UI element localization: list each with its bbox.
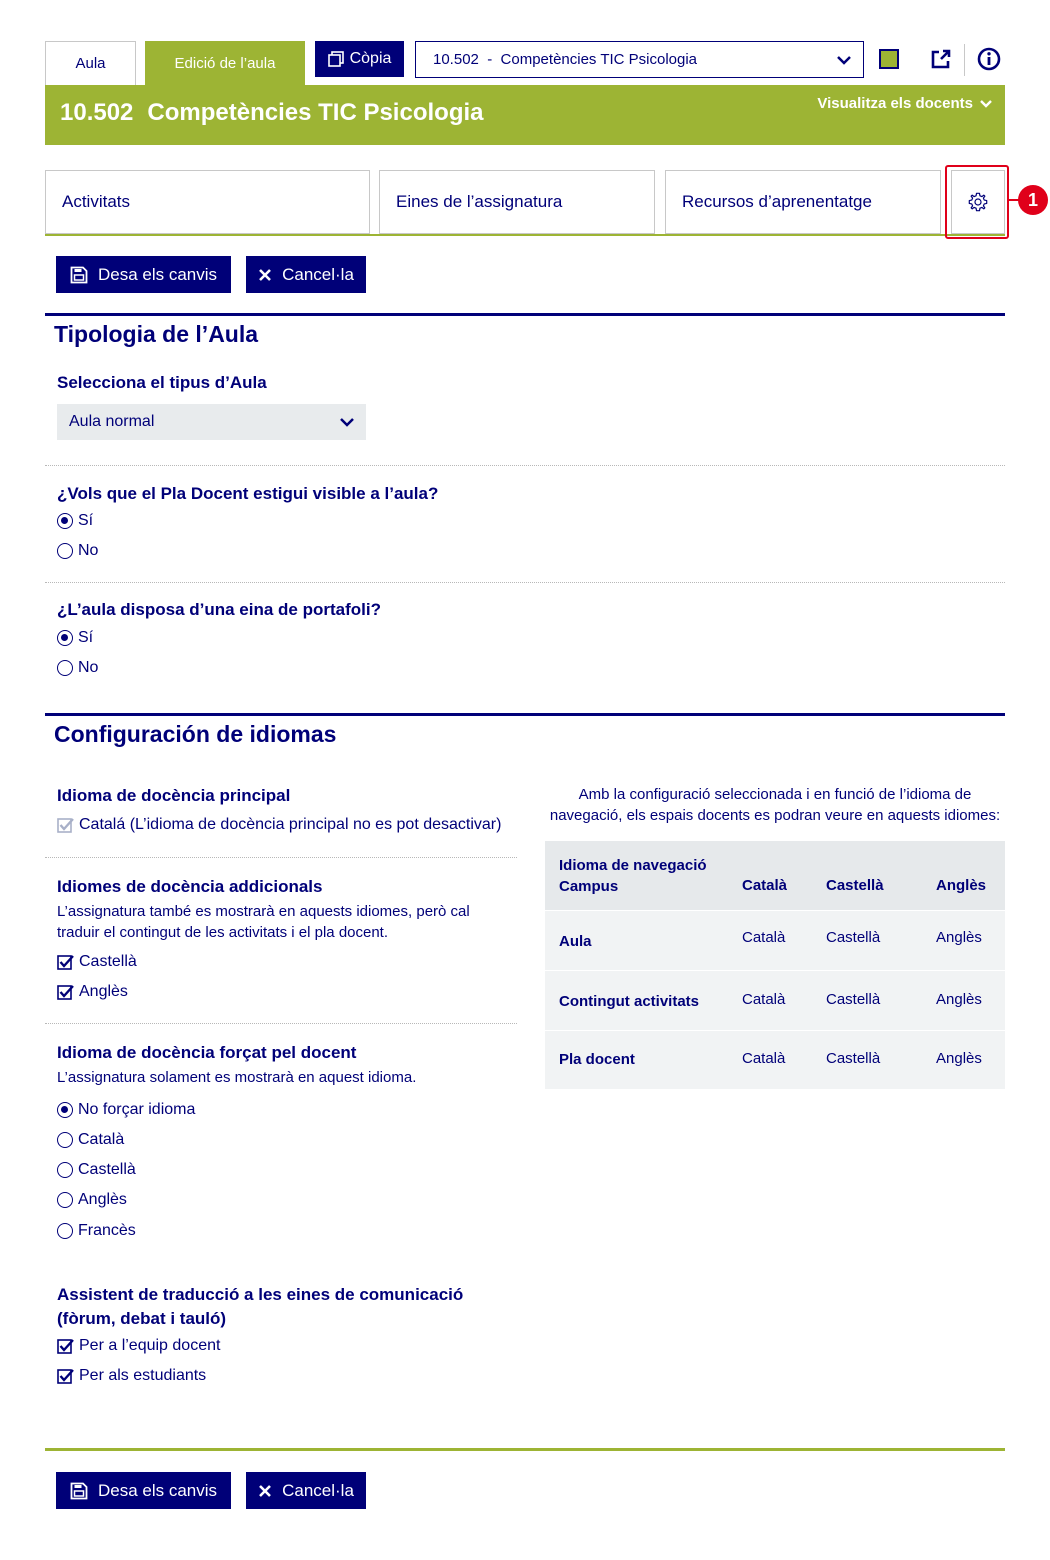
chevron-down-icon bbox=[835, 51, 853, 69]
aula-type-label: Selecciona el tipus d’Aula bbox=[57, 373, 267, 392]
option-label: No bbox=[78, 659, 99, 676]
table-cell: Anglès bbox=[936, 929, 982, 946]
tab-recursos[interactable] bbox=[665, 170, 941, 234]
table-cell: Castellà bbox=[826, 991, 881, 1008]
assistent-docent[interactable] bbox=[57, 1337, 220, 1355]
radio-unchecked[interactable] bbox=[57, 660, 73, 676]
checkbox-checked-icon[interactable] bbox=[57, 1338, 74, 1355]
radio-unchecked[interactable] bbox=[57, 1192, 73, 1208]
table-cell: Català bbox=[742, 991, 786, 1008]
table-cell: Castellà bbox=[826, 929, 881, 946]
save-label: Desa els canvis bbox=[97, 264, 218, 284]
table-header-label: Idioma de navegació Campus bbox=[559, 857, 707, 895]
color-swatch[interactable] bbox=[879, 49, 899, 69]
tab-aula[interactable]: Aula bbox=[45, 41, 136, 85]
checkbox-disabled-icon bbox=[57, 817, 74, 834]
addicionals-desc: L’assignatura també es mostrarà en aquests idiomes, però cal traduir el contingut de les activitats i el pla docent. bbox=[57, 903, 470, 941]
checkbox-checked-icon[interactable] bbox=[57, 984, 74, 1001]
languages-table bbox=[545, 841, 1005, 1089]
save-label: Desa els canvis bbox=[97, 1480, 218, 1500]
assistent-estudiants[interactable] bbox=[57, 1367, 206, 1385]
aula-type-value: Aula normal bbox=[69, 413, 155, 430]
option-label: Sí bbox=[78, 512, 94, 529]
option-label: Anglès bbox=[79, 983, 128, 1000]
divider bbox=[45, 582, 1005, 583]
close-icon bbox=[258, 1484, 272, 1498]
principal-option bbox=[57, 816, 501, 834]
table-header bbox=[545, 841, 1005, 911]
table-row bbox=[545, 1031, 1005, 1089]
forcat-castella[interactable] bbox=[57, 1161, 136, 1179]
cancel-button[interactable] bbox=[246, 256, 366, 293]
row-label: Pla docent bbox=[559, 1051, 635, 1068]
pla-visible-question: ¿Vols que el Pla Docent estigui visible a l’aula? bbox=[57, 484, 439, 503]
save-icon bbox=[70, 1482, 88, 1500]
chevron-down-icon bbox=[337, 412, 357, 432]
portafoli-no[interactable] bbox=[57, 659, 98, 677]
show-teachers-link[interactable] bbox=[817, 95, 993, 112]
footer-rule bbox=[45, 1448, 1005, 1451]
forcat-none[interactable] bbox=[57, 1101, 195, 1119]
idiomes-title: Configuración de idiomas bbox=[54, 721, 337, 747]
radio-unchecked[interactable] bbox=[57, 1162, 73, 1178]
forcat-title: Idioma de docència forçat pel docent bbox=[57, 1043, 357, 1062]
page-title bbox=[60, 99, 484, 127]
table-col-header: Anglès bbox=[936, 877, 987, 894]
principal-label: Catalá (L’idioma de docència principal no es pot desactivar) bbox=[79, 816, 502, 833]
addicional-angles[interactable] bbox=[57, 983, 128, 1001]
course-code: 10.502 bbox=[60, 99, 134, 126]
save-button-bottom[interactable] bbox=[56, 1472, 231, 1509]
table-row bbox=[545, 971, 1005, 1031]
aula-type-select[interactable] bbox=[57, 404, 366, 440]
pla-visible-no[interactable] bbox=[57, 542, 98, 560]
addicionals-title: Idiomes de docència addicionals bbox=[57, 877, 323, 896]
copy-icon bbox=[328, 51, 344, 67]
callout-badge: 1 bbox=[1018, 185, 1048, 215]
tab-eines[interactable] bbox=[379, 170, 655, 234]
radio-unchecked[interactable] bbox=[57, 543, 73, 559]
table-cell: Anglès bbox=[936, 1050, 982, 1067]
tab-activitats-label: Activitats bbox=[62, 192, 131, 211]
table-cell: Anglès bbox=[936, 991, 982, 1008]
settings-highlight bbox=[945, 165, 1009, 239]
portafoli-yes[interactable] bbox=[57, 629, 93, 647]
checkbox-checked-icon[interactable] bbox=[57, 954, 74, 971]
table-cell: Castellà bbox=[826, 1050, 881, 1067]
option-label: Francès bbox=[78, 1222, 136, 1239]
course-header bbox=[45, 85, 1005, 145]
course-title: Competències TIC Psicologia bbox=[147, 99, 484, 126]
divider bbox=[45, 1023, 517, 1024]
info-icon[interactable] bbox=[977, 47, 1001, 71]
table-col-header: Català bbox=[742, 877, 788, 894]
copy-label: Còpia bbox=[349, 50, 392, 67]
table-row bbox=[545, 911, 1005, 971]
table-col-header: Castellà bbox=[826, 877, 884, 894]
cancel-label: Cancel·la bbox=[282, 1480, 354, 1500]
cancel-label: Cancel·la bbox=[282, 264, 354, 284]
principal-title: Idioma de docència principal bbox=[57, 786, 291, 805]
forcat-catala[interactable] bbox=[57, 1131, 124, 1149]
save-icon bbox=[70, 266, 88, 284]
option-label: No bbox=[78, 542, 99, 559]
radio-checked[interactable] bbox=[57, 630, 73, 646]
option-label: No forçar idioma bbox=[78, 1101, 196, 1118]
section-rule bbox=[45, 713, 1005, 716]
pla-visible-yes[interactable] bbox=[57, 512, 93, 530]
portafoli-question: ¿L’aula disposa d’una eina de portafoli? bbox=[57, 600, 381, 619]
divider bbox=[964, 44, 965, 76]
option-label: Per als estudiants bbox=[79, 1367, 207, 1384]
close-icon bbox=[258, 268, 272, 282]
radio-unchecked[interactable] bbox=[57, 1223, 73, 1239]
chevron-down-icon bbox=[979, 97, 993, 111]
tab-recursos-label: Recursos d’aprenentatge bbox=[682, 192, 872, 211]
tipologia-title: Tipologia de l’Aula bbox=[54, 321, 259, 347]
radio-checked[interactable] bbox=[57, 513, 73, 529]
course-select[interactable] bbox=[415, 41, 864, 78]
table-cell: Català bbox=[742, 929, 786, 946]
course-select-value: 10.502 - Competències TIC Psicologia bbox=[433, 51, 698, 68]
copy-button[interactable] bbox=[315, 41, 404, 77]
forcat-desc: L’assignatura solament es mostrarà en aquest idioma. bbox=[57, 1069, 417, 1086]
languages-info: Amb la configuració seleccionada i en funció de l’idioma de navegació, els espais docents es podran veure en aquests idiomes: bbox=[549, 786, 1001, 824]
tab-eines-label: Eines de l’assignatura bbox=[396, 192, 563, 211]
addicional-castella[interactable] bbox=[57, 953, 137, 971]
option-label: Sí bbox=[78, 629, 94, 646]
option-label: Per a l’equip docent bbox=[79, 1337, 221, 1354]
forcat-angles[interactable] bbox=[57, 1191, 127, 1209]
row-label: Contingut activitats bbox=[559, 993, 700, 1010]
forcat-frances[interactable] bbox=[57, 1222, 136, 1240]
radio-unchecked[interactable] bbox=[57, 1132, 73, 1148]
section-rule bbox=[45, 313, 1005, 316]
option-label: Català bbox=[78, 1131, 125, 1148]
external-link-icon[interactable] bbox=[930, 48, 952, 70]
tab-edit-aula[interactable]: Edició de l’aula bbox=[145, 41, 305, 86]
option-label: Anglès bbox=[78, 1191, 127, 1208]
option-label: Castellà bbox=[79, 953, 137, 970]
option-label: Castellà bbox=[78, 1161, 136, 1178]
save-button[interactable] bbox=[56, 256, 231, 293]
tab-activitats[interactable] bbox=[45, 170, 370, 234]
divider bbox=[45, 857, 517, 858]
radio-checked[interactable] bbox=[57, 1102, 73, 1118]
assistent-title: Assistent de traducció a les eines de comunicació (fòrum, debat i tauló) bbox=[57, 1285, 464, 1328]
show-teachers-label: Visualitza els docents bbox=[817, 95, 973, 112]
checkbox-checked-icon[interactable] bbox=[57, 1368, 74, 1385]
cancel-button-bottom[interactable] bbox=[246, 1472, 366, 1509]
table-cell: Català bbox=[742, 1050, 786, 1067]
tabs-underline bbox=[45, 234, 1005, 236]
row-label: Aula bbox=[559, 933, 592, 950]
divider bbox=[45, 465, 1005, 466]
